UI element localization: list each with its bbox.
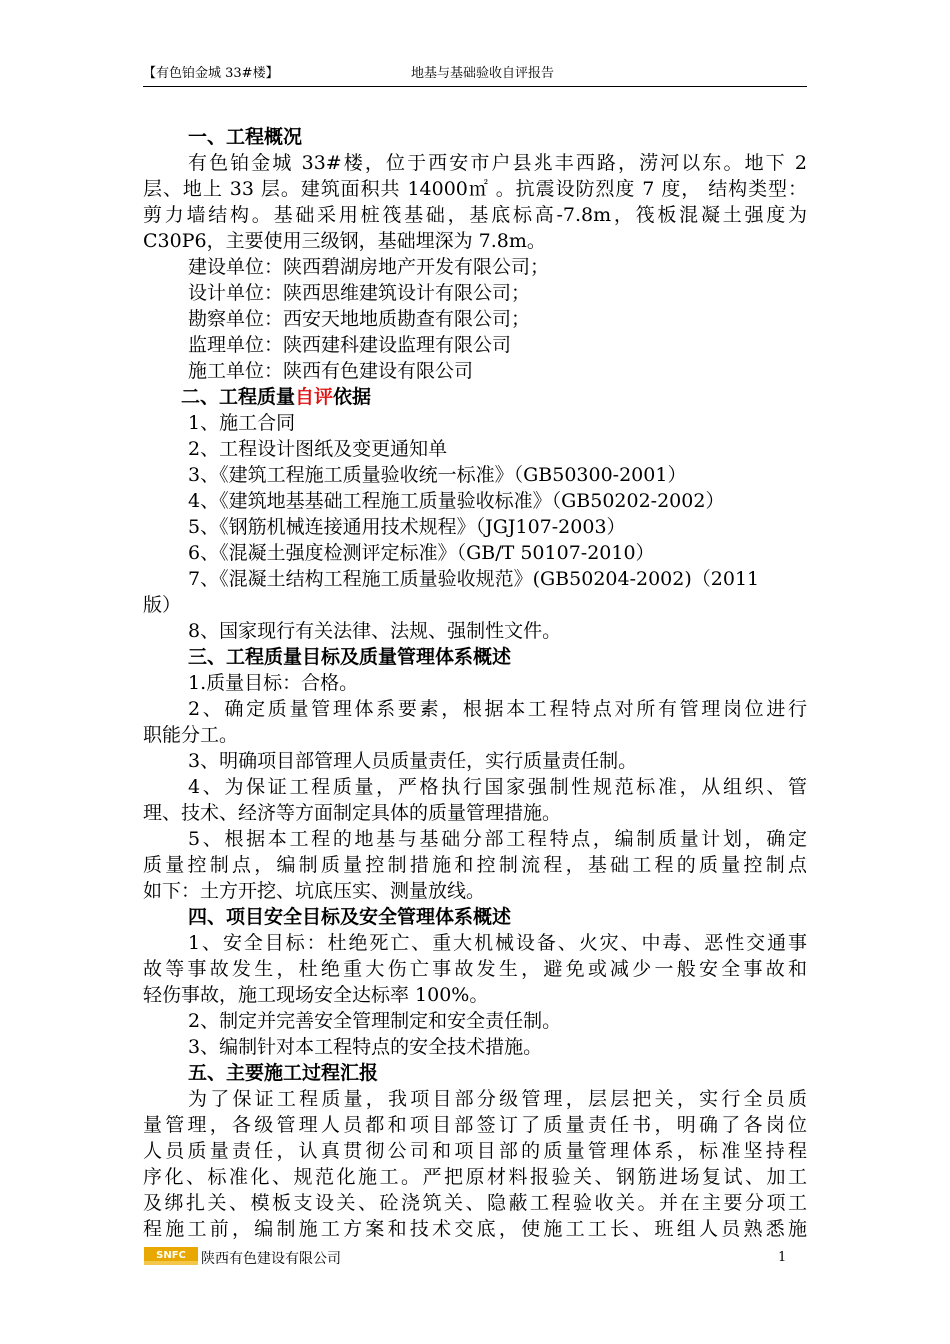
s3-item: 4、为保证工程质量，严格执行国家强制性规范标准，从组织、管 — [188, 776, 807, 798]
s3-item-cont: 如下：土方开挖、坑底压实、测量放线。 — [143, 880, 486, 902]
section-5-title: 五、主要施工过程汇报 — [188, 1062, 379, 1084]
page-number: 1 — [778, 1250, 787, 1265]
page-header — [143, 64, 807, 87]
s1-para-line: C30P6，主要使用三级钢，基础埋深为 7.8m。 — [143, 230, 546, 252]
footer-company: 陕西有色建设有限公司 — [201, 1251, 341, 1267]
basis-item: 4、《建筑地基基础工程施工质量验收标准》（GB50202-2002） — [188, 490, 725, 512]
basis-item-cont: 版） — [143, 594, 182, 616]
company-logo-icon — [143, 1244, 199, 1268]
s1-para-line: 层、地上 33 层。建筑面积共 14000㎡ 。抗震设防烈度 7 度， 结构类型： — [143, 178, 807, 200]
document-body — [143, 124, 807, 1242]
basis-item: 6、《混凝土强度检测评定标准》（GB/T 50107-2010） — [188, 542, 655, 564]
s5-para-line: 程施工前，编制施工方案和技术交底，使施工工长、班组人员熟悉施 — [143, 1218, 807, 1240]
basis-item: 3、《建筑工程施工质量验收统一标准》（GB50300-2001） — [188, 464, 687, 486]
s3-item-cont: 理、技术、经济等方面制定具体的质量管理措施。 — [143, 802, 562, 824]
s4-item-cont: 故等事故发生，杜绝重大伤亡事故发生，避免或减少一般安全事故和 — [143, 958, 807, 980]
basis-item: 5、《钢筋机械连接通用技术规程》（JGJ107-2003） — [188, 516, 626, 538]
s3-item: 5、根据本工程的地基与基础分部工程特点，编制质量计划，确定 — [188, 828, 807, 850]
s3-item: 1.质量目标：合格。 — [188, 672, 359, 694]
section-3-title: 三、工程质量目标及质量管理体系概述 — [188, 646, 512, 668]
unit-supervision: 监理单位：陕西建科建设监理有限公司 — [188, 334, 512, 356]
s5-para-line: 人员质量责任，认真贯彻公司和项目部的质量管理体系，标准坚持程 — [143, 1140, 807, 1162]
unit-survey: 勘察单位：西安天地地质勘查有限公司； — [188, 308, 531, 330]
basis-item: 1、施工合同 — [188, 412, 296, 434]
s4-item-cont: 轻伤事故，施工现场安全达标率 100%。 — [143, 984, 489, 1006]
unit-contractor: 施工单位：陕西有色建设有限公司 — [188, 360, 474, 382]
section-4-title: 四、项目安全目标及安全管理体系概述 — [188, 906, 512, 928]
s3-item-cont: 质量控制点，编制质量控制措施和控制流程，基础工程的质量控制点 — [143, 854, 807, 876]
s5-para-line: 序化、标准化、规范化施工。严把原材料报验关、钢筋进场复试、加工 — [143, 1166, 807, 1188]
unit-design: 设计单位：陕西思维建筑设计有限公司； — [188, 282, 531, 304]
header-project: 【有色铂金城 33#楼】 — [143, 66, 279, 81]
s4-item: 2、制定并完善安全管理制定和安全责任制。 — [188, 1010, 562, 1032]
s5-para-line: 为了保证工程质量，我项目部分级管理，层层把关，实行全员质 — [188, 1088, 807, 1110]
svg-text:SNFC: SNFC — [156, 1250, 186, 1261]
s4-item: 3、编制针对本工程特点的安全技术措施。 — [188, 1036, 543, 1058]
page-footer — [143, 1242, 807, 1272]
unit-construction: 建设单位：陕西碧湖房地产开发有限公司； — [188, 256, 550, 278]
basis-item: 7、《混凝土结构工程施工质量验收规范》(GB50204-2002)（2011 — [188, 568, 760, 590]
s3-item: 2、确定质量管理体系要素，根据本工程特点对所有管理岗位进行 — [188, 698, 807, 720]
s1-para-line: 剪力墙结构。基础采用桩筏基础，基底标高-7.8m，筏板混凝土强度为 — [143, 204, 807, 226]
basis-item: 2、工程设计图纸及变更通知单 — [188, 438, 448, 460]
basis-item: 8、国家现行有关法律、法规、强制性文件。 — [188, 620, 562, 642]
section-2-title: 二、工程质量自评依据 — [181, 386, 372, 408]
section-1-title: 一、工程概况 — [188, 126, 303, 148]
s3-item: 3、明确项目部管理人员质量责任，实行质量责任制。 — [188, 750, 638, 772]
s4-item: 1、安全目标：杜绝死亡、重大机械设备、火灾、中毒、恶性交通事 — [188, 932, 807, 954]
s5-para-line: 量管理，各级管理人员都和项目部签订了质量责任书，明确了各岗位 — [143, 1114, 807, 1136]
highlight-text: 自评 — [295, 386, 334, 408]
s1-para-line: 有色铂金城 33#楼，位于西安市户县兆丰西路，涝河以东。地下 2 — [188, 152, 807, 174]
s3-item-cont: 职能分工。 — [143, 724, 239, 746]
header-report-title: 地基与基础验收自评报告 — [411, 66, 555, 81]
s5-para-line: 及绑扎关、模板支设关、砼浇筑关、隐蔽工程验收关。并在主要分项工 — [143, 1192, 807, 1214]
